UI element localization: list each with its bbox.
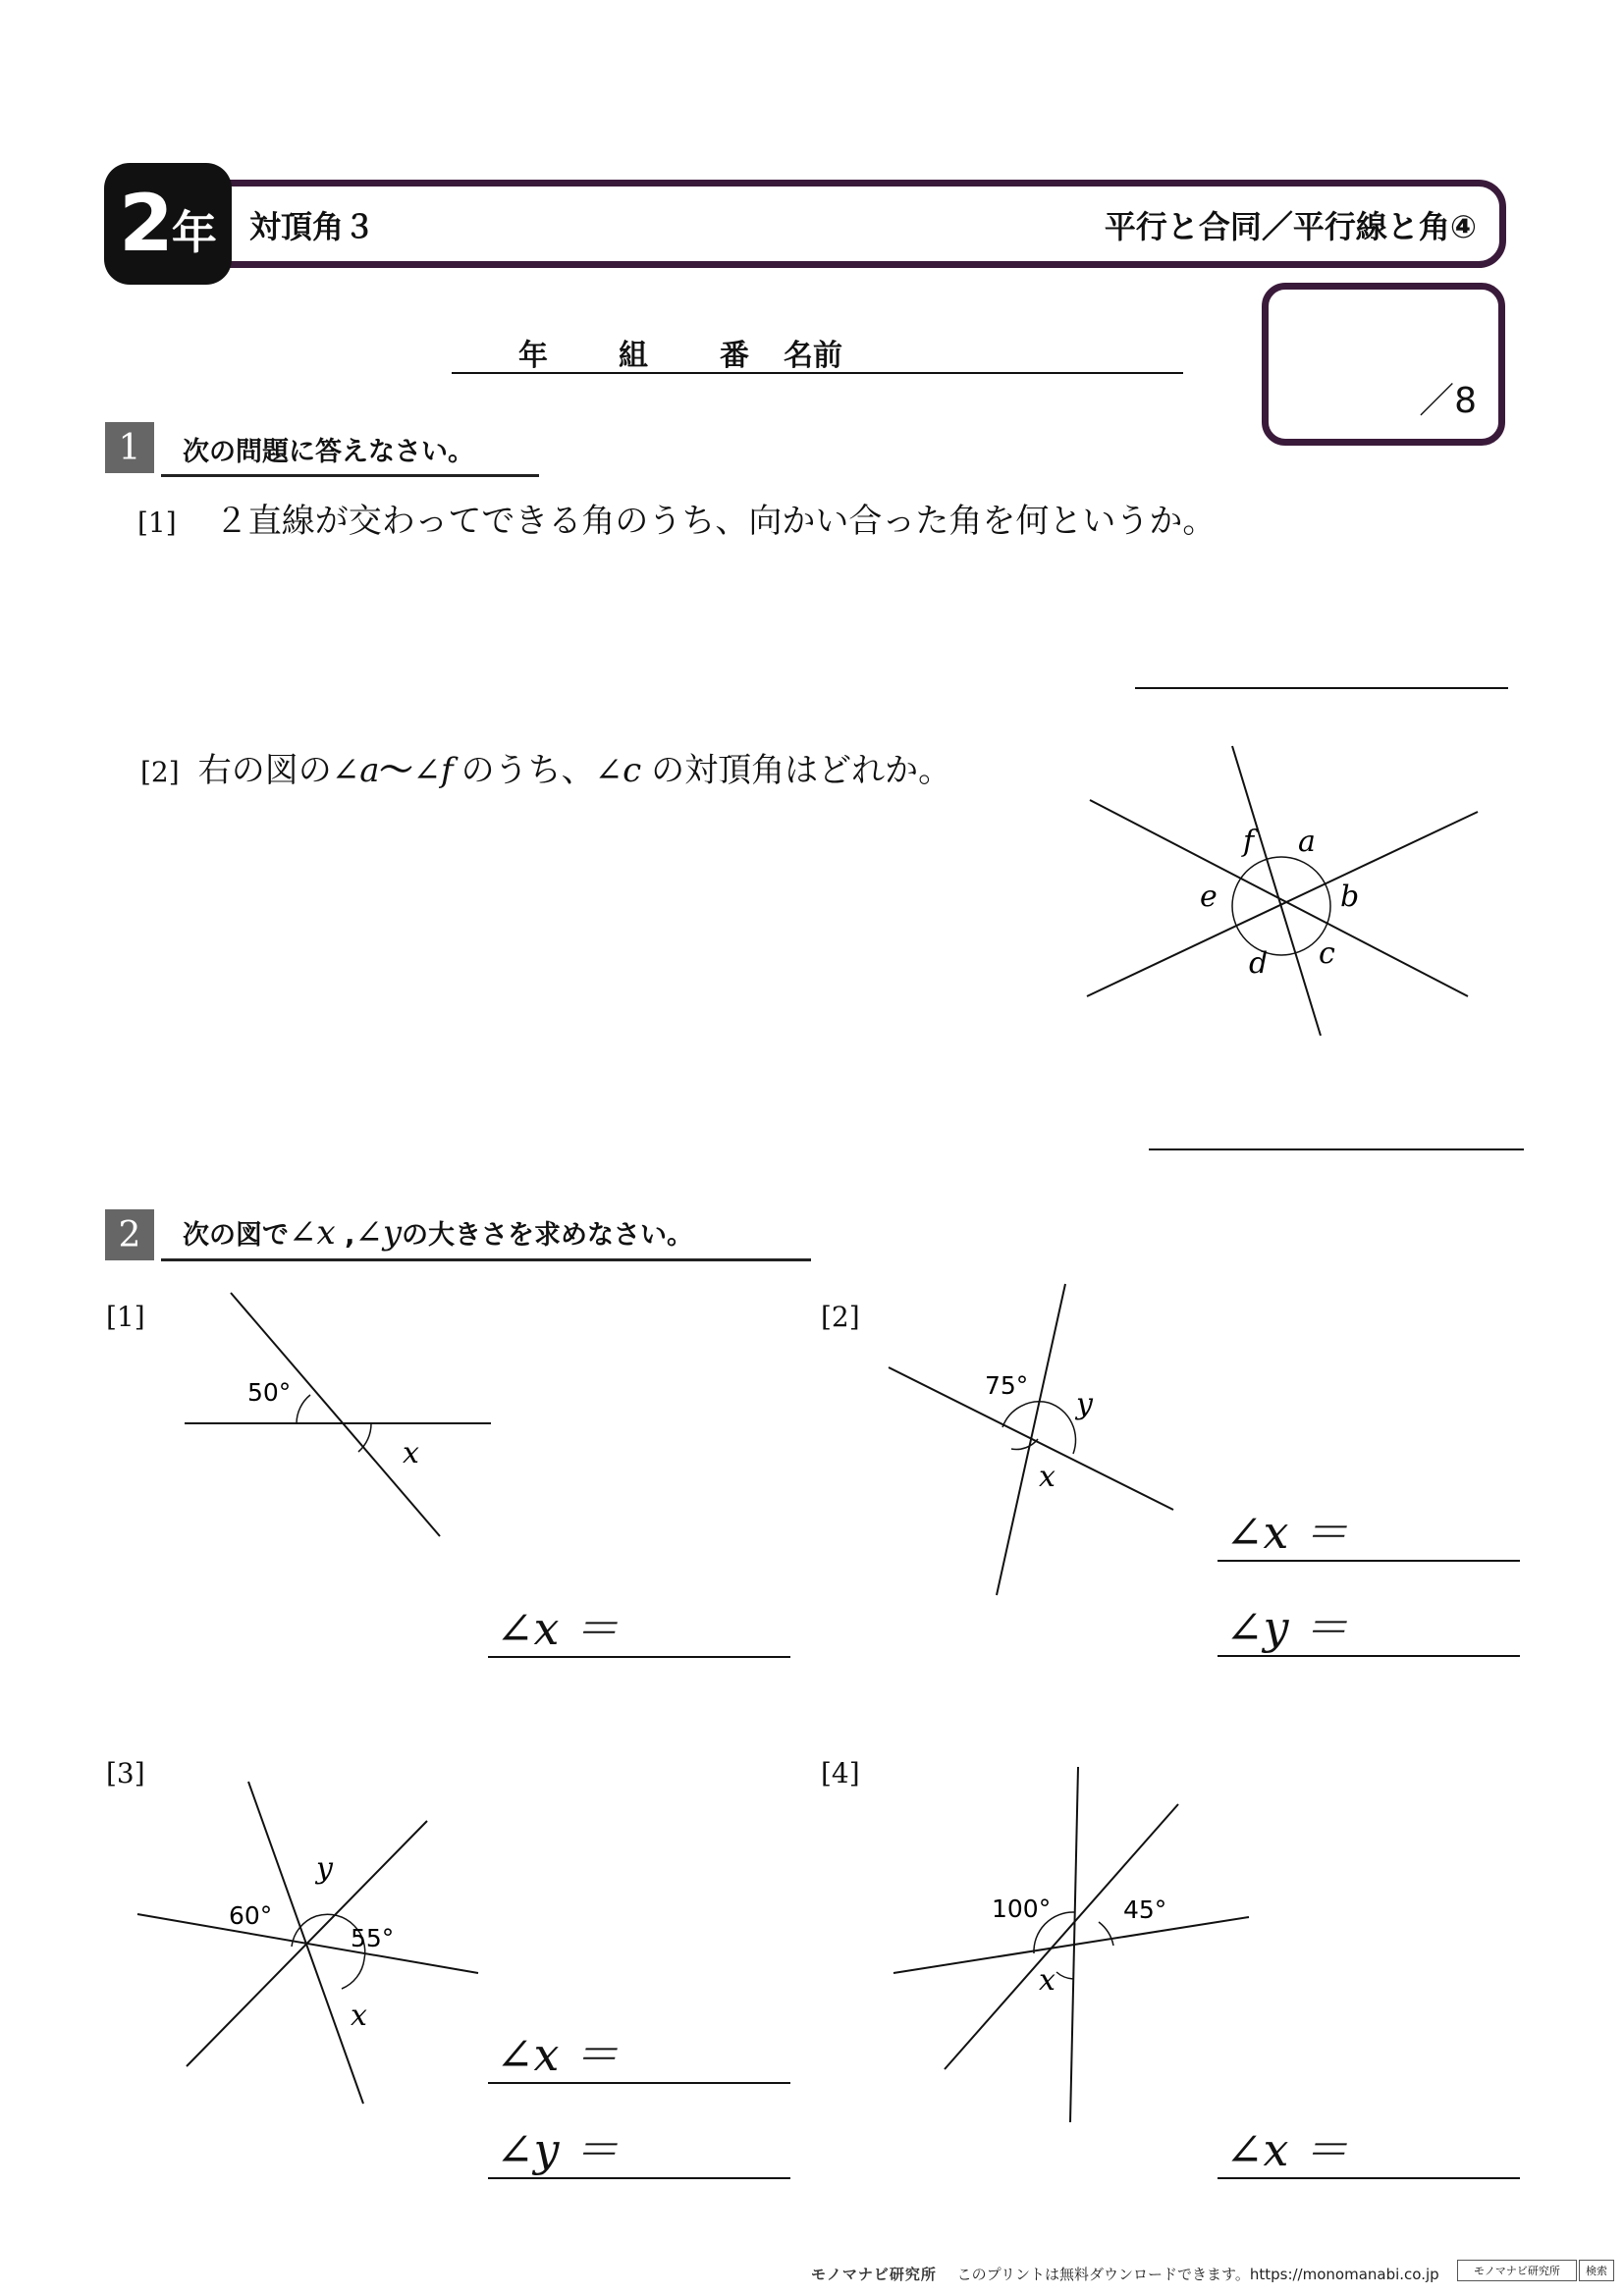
angle-label-50: 50° <box>247 1378 292 1407</box>
label-d: d <box>1249 946 1269 981</box>
question-number: [2] <box>140 756 180 788</box>
question-1-2 <box>140 743 951 791</box>
angle-a-ref: ∠a <box>331 751 380 790</box>
question-text-part: 右の図の <box>197 751 332 790</box>
figure-line <box>1232 746 1321 1036</box>
question-number: [1] <box>137 507 177 539</box>
name-row-nen: 年 <box>518 339 548 373</box>
figure-angle-arc <box>297 1395 310 1423</box>
answer-label-x: ∠x ＝ <box>1225 2123 1349 2176</box>
tilde: 〜 <box>379 751 413 790</box>
figure-line <box>231 1293 440 1536</box>
label-x: x <box>351 1999 367 2033</box>
answer-label-y: ∠y ＝ <box>496 2123 620 2176</box>
section2-title-part: 次の図で <box>183 1220 289 1251</box>
figure-2-1 <box>177 1281 501 1546</box>
section2-title-x: ∠x <box>289 1213 336 1253</box>
figure-angle-arc <box>1002 1402 1049 1427</box>
label-a: a <box>1298 825 1316 859</box>
figure-2-2 <box>884 1276 1178 1605</box>
answer-line-1-2[interactable] <box>1149 1148 1524 1150</box>
section2-number: 2 <box>105 1209 154 1260</box>
problem-2-1-number: [1] <box>106 1301 145 1333</box>
answer-line-1-1[interactable] <box>1135 687 1508 689</box>
label-x: x <box>1039 1963 1056 1998</box>
label-e: e <box>1200 880 1218 914</box>
question-1-1 <box>137 494 1216 542</box>
grade-kanji: 年 <box>171 206 217 259</box>
worksheet-title: 対頂角３ <box>249 208 376 245</box>
footer <box>811 2264 1439 2284</box>
unit-title: 平行と合同／平行線と角④ <box>1104 208 1477 245</box>
name-row-ban: 番 <box>720 339 749 373</box>
label-x: x <box>403 1436 419 1470</box>
problem-2-2-number: [2] <box>821 1301 860 1333</box>
figure-line <box>1087 812 1478 996</box>
problem-2-3-number: [3] <box>106 1757 145 1789</box>
angle-label-45: 45° <box>1123 1896 1167 1924</box>
answer-2-2-y[interactable] <box>1218 1598 1520 1657</box>
answer-2-4-x[interactable] <box>1218 2120 1520 2179</box>
figure-vertical-angles <box>1080 741 1492 1055</box>
figure-2-3 <box>133 1772 486 2110</box>
grade-badge <box>104 163 232 285</box>
name-row-namae: 名前 <box>784 339 842 373</box>
label-c: c <box>1319 936 1335 971</box>
answer-label-x: ∠x ＝ <box>1225 1506 1349 1559</box>
angle-label-60: 60° <box>229 1901 273 1930</box>
answer-2-1-x[interactable] <box>488 1599 790 1658</box>
section2-title-part: , <box>335 1220 355 1251</box>
section2-title <box>161 1213 811 1261</box>
name-row-kumi: 組 <box>619 339 648 373</box>
angle-c-ref: ∠c <box>594 751 642 790</box>
footer-search-button: 検索 <box>1579 2260 1614 2281</box>
label-y: y <box>316 1851 333 1886</box>
label-y: y <box>1076 1387 1093 1421</box>
label-b: b <box>1340 880 1360 914</box>
figure-angle-arc <box>1049 1403 1076 1454</box>
label-x: x <box>1039 1460 1056 1494</box>
grade-number: 2 <box>119 178 172 269</box>
question-text: ２直線が交わってできる角のうち、向かい合った角を何というか。 <box>214 502 1217 541</box>
answer-label-y: ∠y ＝ <box>1225 1601 1349 1654</box>
angle-label-55: 55° <box>351 1924 395 1952</box>
answer-label-x: ∠x ＝ <box>496 2028 620 2081</box>
section1-number: 1 <box>105 422 154 473</box>
section1-title: 次の問題に答えなさい。 <box>161 430 539 477</box>
figure-angle-arc <box>342 1959 364 1989</box>
section2-title-y: ∠y <box>354 1213 403 1253</box>
figure-angle-arc <box>1056 1972 1073 1979</box>
figure-line <box>1090 800 1468 996</box>
footer-text: このプリントは無料ダウンロードできます。https://monomanabi.co.jp <box>956 2266 1439 2283</box>
figure-line <box>889 1367 1173 1510</box>
figure-line <box>945 1804 1178 2069</box>
score-total: ／8 <box>1419 381 1477 421</box>
footer-logo: モノマナビ研究所 <box>811 2266 937 2283</box>
question-text-part: の対頂角はどれか。 <box>651 751 952 790</box>
problem-2-4-number: [4] <box>821 1757 860 1789</box>
figure-2-4 <box>884 1757 1257 2130</box>
answer-2-2-x[interactable] <box>1218 1503 1520 1562</box>
footer-search-box: モノマナビ研究所 <box>1457 2260 1577 2281</box>
answer-2-3-x[interactable] <box>488 2025 790 2084</box>
label-f: f <box>1243 825 1255 859</box>
angle-label-75: 75° <box>985 1371 1029 1400</box>
figure-angle-arc <box>1099 1922 1113 1946</box>
answer-2-3-y[interactable] <box>488 2120 790 2179</box>
angle-f-ref: ∠f <box>412 751 454 790</box>
question-text-part: のうち、 <box>460 751 595 790</box>
score-box <box>1262 283 1505 446</box>
angle-label-100: 100° <box>992 1895 1052 1923</box>
figure-angle-arc <box>316 1914 354 1926</box>
name-row <box>452 327 1183 374</box>
section2-title-part: の大きさを求めなさい。 <box>402 1220 694 1251</box>
answer-label-x: ∠x ＝ <box>496 1602 620 1655</box>
